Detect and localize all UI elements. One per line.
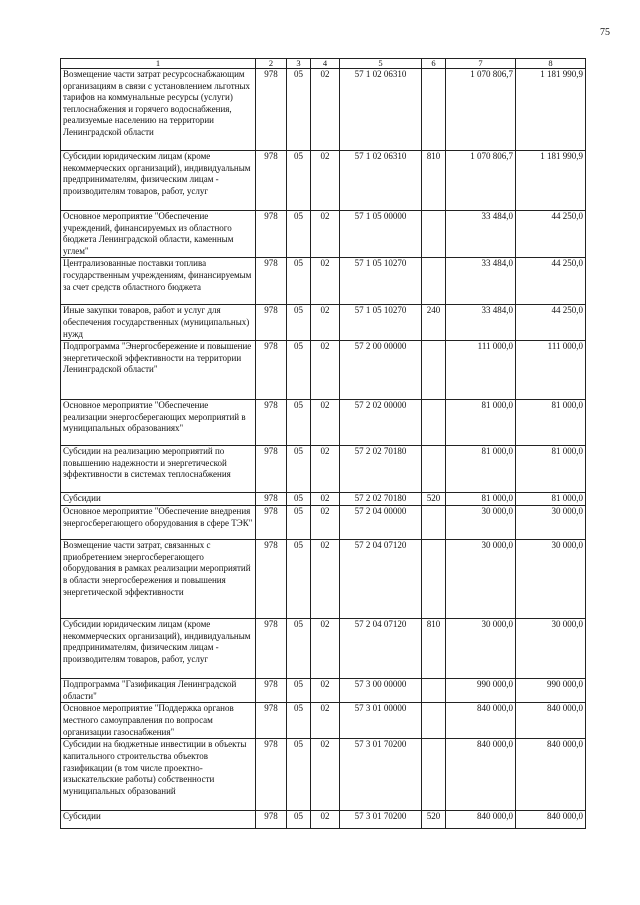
row-subsection-cell: 02 xyxy=(311,679,340,703)
row-target-code-cell: 57 1 05 00000 xyxy=(340,211,422,258)
row-name-cell: Централизованные поставки топлива государственным учреждениям, финансируемым за счет средств областного бюджета xyxy=(61,258,256,305)
row-target-code-cell: 57 2 02 70180 xyxy=(340,493,422,506)
row-target-code-cell: 57 3 01 70200 xyxy=(340,811,422,829)
row-sum-year1-cell: 33 484,0 xyxy=(446,211,516,258)
table-row xyxy=(61,211,586,258)
row-sum-year1-cell: 1 070 806,7 xyxy=(446,69,516,151)
row-name-cell: Основное мероприятие "Обеспечение внедрения энергосберегающего оборудования в сфере ТЭК" xyxy=(61,506,256,540)
row-expense-type-cell xyxy=(422,446,446,493)
row-section-cell: 05 xyxy=(287,258,311,305)
row-expense-type-cell: 810 xyxy=(422,151,446,211)
row-section-cell: 05 xyxy=(287,811,311,829)
row-section-cell: 05 xyxy=(287,305,311,341)
row-subsection-cell: 02 xyxy=(311,258,340,305)
table-row xyxy=(61,540,586,619)
row-expense-type-cell xyxy=(422,679,446,703)
row-sum-year2-cell: 81 000,0 xyxy=(516,446,586,493)
row-grbs-cell: 978 xyxy=(256,211,287,258)
row-sum-year1-cell: 81 000,0 xyxy=(446,400,516,446)
row-subsection-cell: 02 xyxy=(311,305,340,341)
row-section-cell: 05 xyxy=(287,703,311,739)
row-grbs-cell: 978 xyxy=(256,679,287,703)
row-section-cell: 05 xyxy=(287,619,311,679)
row-section-cell: 05 xyxy=(287,506,311,540)
row-sum-year2-cell: 1 181 990,9 xyxy=(516,69,586,151)
row-sum-year1-cell: 840 000,0 xyxy=(446,811,516,829)
row-section-cell: 05 xyxy=(287,739,311,811)
row-name-cell: Иные закупки товаров, работ и услуг для обеспечения государственных (муниципальных) нужд xyxy=(61,305,256,341)
row-section-cell: 05 xyxy=(287,211,311,258)
header-cell: 1 xyxy=(61,59,256,69)
row-name-cell: Возмещение части затрат ресурсоснабжающим организациям в связи с установлением льготных тарифов на коммунальные ресурсы (услуги) теплоснабжения и горячего водоснабжения, реализуемые населению на территории Ленинградской области xyxy=(61,69,256,151)
row-subsection-cell: 02 xyxy=(311,811,340,829)
row-target-code-cell: 57 3 01 70200 xyxy=(340,739,422,811)
row-expense-type-cell xyxy=(422,506,446,540)
row-grbs-cell: 978 xyxy=(256,811,287,829)
row-subsection-cell: 02 xyxy=(311,540,340,619)
row-name-cell: Основное мероприятие "Обеспечение реализации энергосберегающих мероприятий в муниципальных образованиях" xyxy=(61,400,256,446)
row-expense-type-cell xyxy=(422,540,446,619)
row-expense-type-cell xyxy=(422,211,446,258)
row-subsection-cell: 02 xyxy=(311,446,340,493)
row-name-cell: Основное мероприятие "Поддержка органов местного самоуправления по вопросам организации газоснабжения" xyxy=(61,703,256,739)
row-subsection-cell: 02 xyxy=(311,341,340,400)
row-grbs-cell: 978 xyxy=(256,506,287,540)
row-grbs-cell: 978 xyxy=(256,446,287,493)
row-sum-year1-cell: 81 000,0 xyxy=(446,493,516,506)
table-row xyxy=(61,811,586,829)
row-target-code-cell: 57 2 04 07120 xyxy=(340,619,422,679)
header-cell: 8 xyxy=(516,59,586,69)
row-sum-year2-cell: 111 000,0 xyxy=(516,341,586,400)
header-cell: 2 xyxy=(256,59,287,69)
row-sum-year1-cell: 30 000,0 xyxy=(446,506,516,540)
table-row xyxy=(61,69,586,151)
table-row xyxy=(61,493,586,506)
row-target-code-cell: 57 2 04 00000 xyxy=(340,506,422,540)
row-grbs-cell: 978 xyxy=(256,151,287,211)
row-sum-year2-cell: 30 000,0 xyxy=(516,506,586,540)
row-sum-year2-cell: 1 181 990,9 xyxy=(516,151,586,211)
row-sum-year1-cell: 111 000,0 xyxy=(446,341,516,400)
row-section-cell: 05 xyxy=(287,69,311,151)
row-sum-year1-cell: 990 000,0 xyxy=(446,679,516,703)
row-sum-year2-cell: 44 250,0 xyxy=(516,258,586,305)
row-grbs-cell: 978 xyxy=(256,258,287,305)
row-expense-type-cell xyxy=(422,739,446,811)
row-grbs-cell: 978 xyxy=(256,739,287,811)
row-grbs-cell: 978 xyxy=(256,540,287,619)
row-expense-type-cell: 520 xyxy=(422,811,446,829)
table-row xyxy=(61,703,586,739)
row-subsection-cell: 02 xyxy=(311,69,340,151)
row-grbs-cell: 978 xyxy=(256,493,287,506)
header-cell: 3 xyxy=(287,59,311,69)
row-subsection-cell: 02 xyxy=(311,619,340,679)
row-name-cell: Субсидии xyxy=(61,811,256,829)
table-row xyxy=(61,400,586,446)
row-section-cell: 05 xyxy=(287,679,311,703)
row-section-cell: 05 xyxy=(287,493,311,506)
row-sum-year1-cell: 33 484,0 xyxy=(446,258,516,305)
row-name-cell: Возмещение части затрат, связанных с приобретением энергосберегающего оборудования в рамках реализации мероприятий в области энергосбережения и повышения энергетической эффективности xyxy=(61,540,256,619)
row-expense-type-cell xyxy=(422,703,446,739)
row-target-code-cell: 57 1 02 06310 xyxy=(340,151,422,211)
row-target-code-cell: 57 1 05 10270 xyxy=(340,258,422,305)
row-grbs-cell: 978 xyxy=(256,400,287,446)
row-expense-type-cell xyxy=(422,400,446,446)
budget-table xyxy=(60,58,586,829)
row-name-cell: Субсидии юридическим лицам (кроме некоммерческих организаций), индивидуальным предпринимателям, физическим лицам - производителям товаров, работ, услуг xyxy=(61,151,256,211)
row-sum-year2-cell: 44 250,0 xyxy=(516,211,586,258)
row-sum-year2-cell: 840 000,0 xyxy=(516,811,586,829)
row-expense-type-cell: 810 xyxy=(422,619,446,679)
row-subsection-cell: 02 xyxy=(311,703,340,739)
row-subsection-cell: 02 xyxy=(311,493,340,506)
row-target-code-cell: 57 3 00 00000 xyxy=(340,679,422,703)
row-sum-year2-cell: 840 000,0 xyxy=(516,703,586,739)
header-cell: 6 xyxy=(422,59,446,69)
row-sum-year1-cell: 33 484,0 xyxy=(446,305,516,341)
row-sum-year2-cell: 30 000,0 xyxy=(516,540,586,619)
table-row xyxy=(61,341,586,400)
row-section-cell: 05 xyxy=(287,151,311,211)
row-grbs-cell: 978 xyxy=(256,69,287,151)
table-row xyxy=(61,258,586,305)
row-subsection-cell: 02 xyxy=(311,211,340,258)
table-row xyxy=(61,305,586,341)
row-name-cell: Подпрограмма "Газификация Ленинградской области" xyxy=(61,679,256,703)
row-target-code-cell: 57 2 02 70180 xyxy=(340,446,422,493)
row-sum-year2-cell: 44 250,0 xyxy=(516,305,586,341)
row-target-code-cell: 57 1 02 06310 xyxy=(340,69,422,151)
row-sum-year1-cell: 840 000,0 xyxy=(446,703,516,739)
row-sum-year1-cell: 30 000,0 xyxy=(446,540,516,619)
row-sum-year1-cell: 81 000,0 xyxy=(446,446,516,493)
row-target-code-cell: 57 3 01 00000 xyxy=(340,703,422,739)
row-target-code-cell: 57 2 00 00000 xyxy=(340,341,422,400)
header-cell: 4 xyxy=(311,59,340,69)
row-grbs-cell: 978 xyxy=(256,619,287,679)
row-sum-year2-cell: 81 000,0 xyxy=(516,493,586,506)
header-cell: 7 xyxy=(446,59,516,69)
row-sum-year2-cell: 81 000,0 xyxy=(516,400,586,446)
row-subsection-cell: 02 xyxy=(311,739,340,811)
table-header-row xyxy=(61,59,586,69)
row-grbs-cell: 978 xyxy=(256,305,287,341)
row-expense-type-cell xyxy=(422,341,446,400)
row-name-cell: Субсидии xyxy=(61,493,256,506)
table-row xyxy=(61,679,586,703)
row-grbs-cell: 978 xyxy=(256,703,287,739)
row-expense-type-cell xyxy=(422,258,446,305)
row-sum-year1-cell: 1 070 806,7 xyxy=(446,151,516,211)
row-sum-year1-cell: 30 000,0 xyxy=(446,619,516,679)
table-row xyxy=(61,739,586,811)
row-subsection-cell: 02 xyxy=(311,506,340,540)
table-row xyxy=(61,619,586,679)
row-expense-type-cell xyxy=(422,69,446,151)
row-name-cell: Субсидии на реализацию мероприятий по повышению надежности и энергетической эффективности в системах теплоснабжения xyxy=(61,446,256,493)
row-section-cell: 05 xyxy=(287,540,311,619)
row-target-code-cell: 57 1 05 10270 xyxy=(340,305,422,341)
row-target-code-cell: 57 2 04 07120 xyxy=(340,540,422,619)
header-cell: 5 xyxy=(340,59,422,69)
row-name-cell: Субсидии юридическим лицам (кроме некоммерческих организаций), индивидуальным предпринимателям, физическим лицам - производителям товаров, работ, услуг xyxy=(61,619,256,679)
row-sum-year2-cell: 840 000,0 xyxy=(516,739,586,811)
table-row xyxy=(61,446,586,493)
row-name-cell: Субсидии на бюджетные инвестиции в объекты капитального строительства объектов газификации (в том числе проектно-изыскательские работы) собственности муниципальных образований xyxy=(61,739,256,811)
row-expense-type-cell: 520 xyxy=(422,493,446,506)
row-sum-year2-cell: 990 000,0 xyxy=(516,679,586,703)
row-sum-year1-cell: 840 000,0 xyxy=(446,739,516,811)
row-expense-type-cell: 240 xyxy=(422,305,446,341)
row-name-cell: Основное мероприятие "Обеспечение учреждений, финансируемых из областного бюджета Ленинградской области, каменным углем" xyxy=(61,211,256,258)
row-target-code-cell: 57 2 02 00000 xyxy=(340,400,422,446)
table-row xyxy=(61,151,586,211)
table-row xyxy=(61,506,586,540)
page-number: 75 xyxy=(600,27,610,38)
row-section-cell: 05 xyxy=(287,446,311,493)
row-sum-year2-cell: 30 000,0 xyxy=(516,619,586,679)
row-subsection-cell: 02 xyxy=(311,400,340,446)
row-subsection-cell: 02 xyxy=(311,151,340,211)
row-grbs-cell: 978 xyxy=(256,341,287,400)
row-section-cell: 05 xyxy=(287,400,311,446)
row-name-cell: Подпрограмма "Энергосбережение и повышение энергетической эффективности на территории Ленинградской области" xyxy=(61,341,256,400)
row-section-cell: 05 xyxy=(287,341,311,400)
